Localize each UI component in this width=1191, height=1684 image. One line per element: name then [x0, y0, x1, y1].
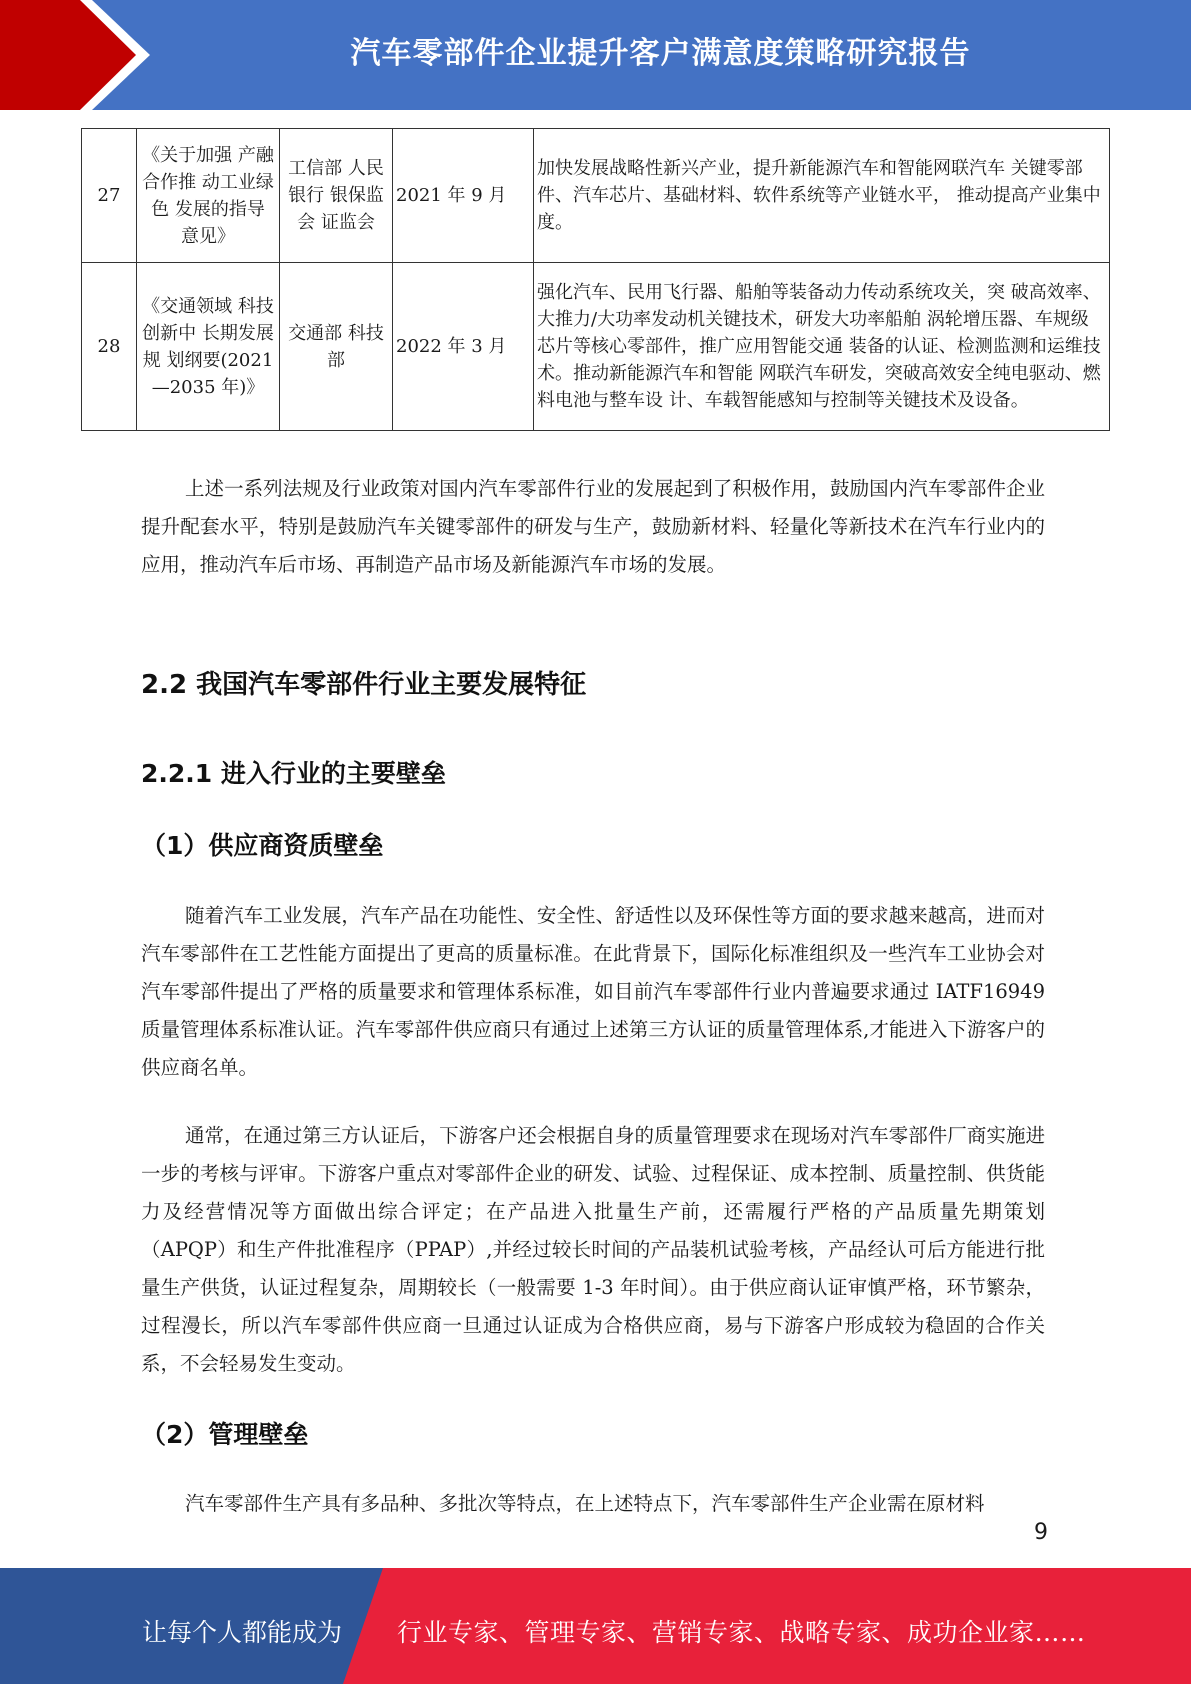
section-heading: 2.2 我国汽车零部件行业主要发展特征 [141, 670, 587, 700]
policy-content: 加快发展战略性新兴产业，提升新能源汽车和智能网联汽车 关键零部件、汽车芯片、基础材料、软件系统等产业链水平， 推动提高产业集中度。 [534, 129, 1110, 263]
body-paragraph: 汽车零部件生产具有多品种、多批次等特点，在上述特点下，汽车零部件生产企业需在原材料 [185, 1492, 985, 1515]
policy-table [81, 128, 1110, 431]
row-number: 28 [82, 263, 137, 431]
issuing-department: 工信部 人民银行 银保监会 证监会 [280, 129, 393, 263]
policy-name: 《关于加强 产融合作推 动工业绿色 发展的指导 意见》 [137, 129, 280, 263]
subsubsection-heading: （2）管理壁垒 [141, 1420, 309, 1449]
footer-slogan-left: 让每个人都能成为 [142, 1618, 343, 1647]
footer-slogan-right: 行业专家、管理专家、营销专家、战略专家、成功企业家…… [397, 1618, 1086, 1647]
row-number: 27 [82, 129, 137, 263]
issuing-department: 交通部 科技部 [280, 263, 393, 431]
body-paragraph: 上述一系列法规及行业政策对国内汽车零部件行业的发展起到了积极作用，鼓励国内汽车零部件企业提升配套水平，特别是鼓励汽车关键零部件的研发与生产，鼓励新材料、轻量化等新技术在汽车行业内的应用，推动汽车后市场、再制造产品市场及新能源汽车市场的发展。 [141, 477, 1045, 576]
report-title: 汽车零部件企业提升客户满意度策略研究报告 [350, 36, 971, 71]
subsubsection-heading: （1）供应商资质壁垒 [141, 831, 384, 860]
header-arrow-decoration [0, 0, 150, 110]
subsection-heading: 2.2.1 进入行业的主要壁垒 [141, 759, 446, 788]
table-row [82, 263, 1110, 431]
page-number: 9 [1034, 1520, 1048, 1545]
body-paragraph: 通常，在通过第三方认证后，下游客户还会根据自身的质量管理要求在现场对汽车零部件厂商实施进一步的考核与评审。下游客户重点对零部件企业的研发、试验、过程保证、成本控制、质量控制、供货能力及经营情况等方面做出综合评定；在产品进入批量生产前，还需履行严格的产品质量先期策划（APQP）和生产件批准程序（PPAP）,并经过较长时间的产品装机试验考核，产品经认可后方能进行批量生产供货，认证过程复杂，周期较长（一般需要 1-3 年时间）。由于供应商认证审慎严格，环节繁杂，过程漫长，所以汽车零部件供应商一旦通过认证成为合格供应商，易与下游客户形成较为稳固的合作关系，不会轻易发生变动。 [141, 1124, 1045, 1375]
body-paragraph: 随着汽车工业发展，汽车产品在功能性、安全性、舒适性以及环保性等方面的要求越来越高，进而对汽车零部件在工艺性能方面提出了更高的质量标准。在此背景下，国际化标准组织及一些汽车工业协会对汽车零部件提出了严格的质量要求和管理体系标准，如目前汽车零部件行业内普遍要求通过 IATF16949 质量管理体系标准认证。汽车零部件供应商只有通过上述第三方认证的质量管理体系,才能进入下游客户的供应商名单。 [141, 904, 1045, 1079]
issue-date: 2022 年 3 月 [393, 263, 534, 431]
page-footer [0, 1568, 1191, 1684]
issue-date: 2021 年 9 月 [393, 129, 534, 263]
policy-name: 《交通领域 科技创新中 长期发展规 划纲要(2021—2035 年)》 [137, 263, 280, 431]
table-row [82, 129, 1110, 263]
policy-content: 强化汽车、民用飞行器、船舶等装备动力传动系统攻关，突 破高效率、大推力/大功率发动机关键技术，研发大功率船舶 涡轮增压器、车规级芯片等核心零部件，推广应用智能交通 装备的认证、检测监测和运维技术。推动新能源汽车和智能 网联汽车研发，突破高效安全纯电驱动、燃料电池与整车设 计、车载智能感知与控制等关键技术及设备。 [534, 263, 1110, 431]
page-header [0, 0, 1191, 110]
